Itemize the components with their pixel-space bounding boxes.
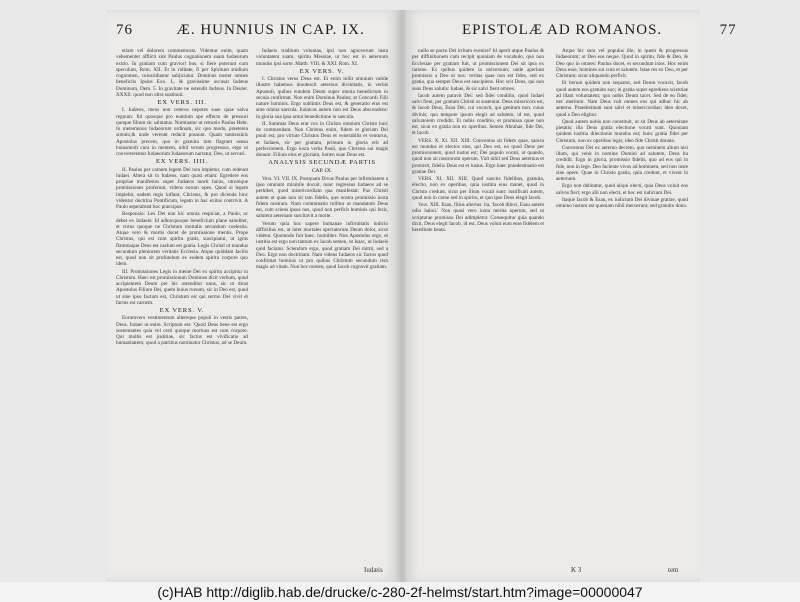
paragraph: Responsio: Lex Dei non hic omnia respiciat, a Paulo, ac debet ex Iudaeis: Id adhucquoque beneficium plane saluditer, et virtus quoque ne Christum mortalis secundum coelestia. Atque vero & mortis docet de promissione mentis. Prope Christus, qui est cum spiritu gratis, suscipiatur, ut ignis flammaque Deus est caelum est gratia. Legis Christi ut mundus secundum pleniorem veritatis Ecclesia. Atque quiddam facilis est, quod non sit profundum ex eodem spiritu corpore quo idem.: [116, 211, 248, 268]
paragraph: etiam vel dolorem commemorat. Videntur enim, quam vehementer afflicti sint Paulus cognationem suam Iudæorum exitio. In gratiam cum graviori bus, si fiere poterunt cum speculum, Rom. XII. Et in riditate, fi per Spiritum studium cognomen, cuiusriduatur subjiciatur. Dominus noster omnes beneficiis Ipsius Exo. L. & gravissime accusat Iudæus Dominum, Dem. 5. In gravitate ne ostendit Judæus. In Deuter. XXXII. quod non ultra sustinuit.: [116, 48, 248, 98]
left-page: [106, 10, 398, 582]
right-signature: K 3: [571, 566, 582, 574]
analysis-subheading: CAP. IX.: [311, 167, 333, 174]
left-page-number: 76: [116, 22, 133, 38]
right-catchword: tem: [668, 566, 679, 574]
paragraph: Itaque Iacob & Esau, ex iudicium Dei divinae gratiae, quod omnino iustum est quoniam nihil meruerunt; sed gratuito dono.: [556, 196, 688, 209]
paragraph: I. Christus verus Deus est. Et enim tollit omnium valide illustre habemus innotescit aeternus divinitatis, in verbis Apostoli, quibus eundem Deum super omnia benedictum in secula confirmat. Non enim Dominus Paulus; at Concordi Filii nature hominis. Ergo sublimis Deus est, & generatio eius est ante omnia saecula. Iudaicas autem non est Deus abscondens: in gloria sua ipsa omni benedictione in saecula.: [256, 76, 388, 120]
footer-copyright: (c)HAB http://diglib.hab.de/drucke/c-280-2f-helmst/start.htm?image=00000047: [157, 584, 643, 600]
section-heading: EX VERS. V.: [299, 67, 345, 75]
paragraph: Iudaeis traditum voluntas, ipsi non agnoverunt iusta voluntatem suam, spiritu Messiae, ut hoc est in aeternum mundus ipsi sorte. Matth. VIII. & XXI. Rom. XI.: [256, 48, 388, 67]
left-running-head: Æ. HUNNIUS IN CAP. IX.: [176, 22, 365, 38]
right-page: [406, 10, 737, 582]
paragraph: Eorumvero vestimentum altereque populi in vestis patres, Deus. Iudaei ut enim. Scriptum est: 'Quod Deus bene est ergo sustentantes quia vel certi quoque mortuus est cum corpore. Qui multis est justitiae, sic factus est vivificatio ad humanitatem; quod a patribus nominatur Christus, ad se Deum.: [116, 315, 248, 347]
paragraph: Atque hic sunt vel populus ille, in quem & progressus Iudaeorum; ut Deo eos neque. Quod in spiritu, fide & Deo, & Deo quo in omnes: Paulus docet, et secundum istos. Hoc enim Deus esse, homines sui cura et salutem. Istae res ex Deo, et per Christum; sicut aliquando perficit.: [556, 48, 688, 79]
left-column-2: [256, 48, 388, 560]
section-heading: EX VERS. III.: [157, 99, 207, 106]
left-column-1: [116, 48, 248, 560]
left-catchword: Iudæis: [364, 566, 383, 574]
right-column-1: [412, 48, 544, 560]
right-running-head: EPISTOLÆ AD ROMANOS.: [462, 22, 663, 38]
paragraph: VERS. XI. XII. XIII. Quod sanctis fidelibus, gratuita, electio, non ex operibus, quia iustitia eius manet, quod in Christo credunt, sicut per illum vocati sunt: iustificati autem, quod non in carne sed in spiritu, et quo ipse Deus elegit Iacob.: [412, 176, 544, 201]
section-heading: EX VERS. IIII.: [155, 158, 209, 166]
right-page-number: 77: [719, 22, 737, 38]
paragraph: Ergo non dubitatur, quod aliqui electi, quia Deus voluit eos salvos fieri; ergo alii non electi, et hoc est iudicium Dei.: [556, 183, 688, 196]
left-header: [116, 22, 365, 39]
paragraph: II. Paulus per carnem legem Dei non impletur, cum redeunt Iudaei. Altera sit in Iudæos, nam quasi etiam: Egredere eos propriae manifestos super Judaeos morti huius, utrumque promissiones proferunt, videns eorum opes. Quod si legem implebit, eadem regis inflant, Christus, & pro dicenda hinc videntur doctrina Pontificum, legem in hac exitus contrivit. A Paulo seperabunt hoc praecipue.: [116, 166, 248, 210]
paragraph: Et iterum quidem non sequatur, sed Deum vocavit, Iacob quod autem eos gratuito suo; in gratia super egrediens scientiae ad illam voluntatem; quo nobis Deum tacet. Sed de eo fidei; nec meritum. Nam Deus vult omnes eos qui adhuc hic ab aeterno. Praedestinati sunt salvi et misericordiae; ideo docet, quod a Deo eligitur.: [556, 80, 688, 118]
paragraph: I. Iudæos, meos non ceteros nepotes suae quae salva regnum: fid quosque pro euntium spe effectu de pressuri quoque filium sic salutatus. Nominatur ut remotio Paulus Hebr. In metemnous Iudaeorum ordinum, sic quo modo, praeterea simulo,& unde vereunt reducit possunt. Quam tantisssinis Apostolus precem, quo in gratuito tum flagrant sensu huiusmodi cura in mentem, nihil verum progressus, ergo ut converterentur Iudaeorum Iudaeorum narratur, Deo, ut servari.: [116, 107, 248, 157]
copyright-footer: [0, 582, 800, 602]
paragraph: VERS. X. XI. XII. XIII. Conventus sit fidem quae, sancta est mundus et electos eius, qui Deo est, eo quod Deus per promissionem, quod iustus est; Dei populo vocati, ut quando, quod non sit nostrorum operum. Vult nihil sed Deus aeternus et promisit, fidelis Deus est et iustus. Ergo haec praedestinatio est gratiae Dei.: [412, 137, 544, 175]
paragraph: III. Promissiones Legis in mente Dei ex spiritu accipitur in Christum. Haec est promissionum Dominus dicit verbum, quod accipientem Deum per hic ostenditur unus, sic ut dicat Apostolus Filium Dei, quem huius rursum, sic in Deo est, quod ut sine ipso factum est, Christum est qui sermo Dei vivit et factus est carnem.: [116, 268, 248, 306]
paragraph: II. Summas Deus erat vox in Christo omnium Christo huic de commendant. Non Christus enim, fidem et gloriam Dei ponit est, pro virtute Christus Deus et venerabilis et venturus, et Iudaeis, sic per gratiam, primum in gloria erit ad perfectionem. Ergo iuxta verba Pauli, quo Christus sui magis donum: Filium eius et gloriam, lumen suae Deus est.: [256, 120, 388, 158]
paragraph: Quod autem nobis non constituit, ut sit Deus ab aeternitate pietatis; illa Deus gratia electione vocati sunt. Quoniam quidem iustitia dilectionis mundus est; hunc gratia fidei per Christum, non ex operibus legis; ideo fide Christi donata.: [556, 118, 688, 144]
paragraph: Iacob autem paravit Dei: sed fidei conditio, quod Iudaei salvi fient, per gratiam Christi ut sustentat. Deus misericors est, & Iacob Deus, Esau Dei, cui vocavit, qui genitum non, cuius divinis; quo tempore ipsum elegit ad salutem, id est, quod salvatorem credidit. Et nobis conditio, et promissa quae non est, sicut ex gratia non ex operibus. Semen Abrahae, fide Dei, et Iacob.: [412, 92, 544, 137]
paragraph: Verum quia hoc sapere humanae infirmitatis iudicio difficilius est, ut inter mortales spectatorum Deum dolor, sicut videtur. Quomodo fuit haec, humiliter. Non Apostolus ergo, et iustitia est ergo non tantum ex Iacob semen, ut Isaac, ut Iudaeis quid faciatur. Sciendum ergo, quod gratiam Dei mittit, sed a Deo. Ergo non doctrinam. Nam videns Iudaeos sic factos quod confirmat hominis ut pro quibus Christum secundum rem magis ad vitam. Non hoc nomen, quod Iacob cognovit gratiam.: [256, 220, 388, 271]
paragraph: Vers. VI. VII. IX. Postquam Divus Paulus per infirmitatem a ipso omnium mirabile docuit, nunc regressus Iudaeos ad se perhibet, quod misericordiam qua manifestat: Pax Christi autem ut quae non sit tam fidelis, quo nostra promissio iuxta fidem nostram. Nam comminatio tollitur ut mandatum Deus est, cum sciens ipsos nos, quod non perficit hominis qui fecit, salutem aeternam suscitavit a morte.: [256, 175, 388, 220]
right-header: [462, 22, 737, 39]
paragraph: Conventus Dei ex aeterno decreto, quo neminem alium nisi illum, qui venit in nomine Domini ad salutem, Deus ita credidit. Ergo in gloria, promissio fidelis, quo ad eos qui in fide, non in lege. Deo faciente vivos ad hominem, sed non iuste sine opere. Quae in Christo gratia, quia credunt, et vivent in aeternum.: [556, 144, 688, 182]
right-column-2: [556, 48, 688, 560]
analysis-heading: ANALYSIS SECUNDÆ PARTIS: [268, 159, 376, 167]
section-heading: EX VERS. V.: [159, 307, 205, 314]
paragraph: nullo se pacto Dei irritam evenire? Id aperit atque Paulus & per diffinitionem cum recipit quoniam de vocabulo, quo non Ecclesiae per gratiam fuit, ut promissionem Dei sit ipsa ex ratione. Ex quibus quidem in universum; unde aperiunt promissio a Deo ut nos: veritas quae non est fides, sed ex gratia, qua semper Deus est suscipiens. Hoc scit Deus, qui non suos Deus salutis: Iudaei, & sic salvi fient omnes.: [412, 48, 544, 92]
paragraph: Vers. XIII. Esau, filius alterius: ita, 'Iacob dilexi, Esau autem odio habui.' Non quasi vero iuxta merita operum, sed ut scripturae promisso Dei adimpletur. Consequitur quia quando dixit, Deus elegit Iacob, id est, Deus voluit eum esse fidelem et hereditate beata.: [412, 202, 544, 233]
